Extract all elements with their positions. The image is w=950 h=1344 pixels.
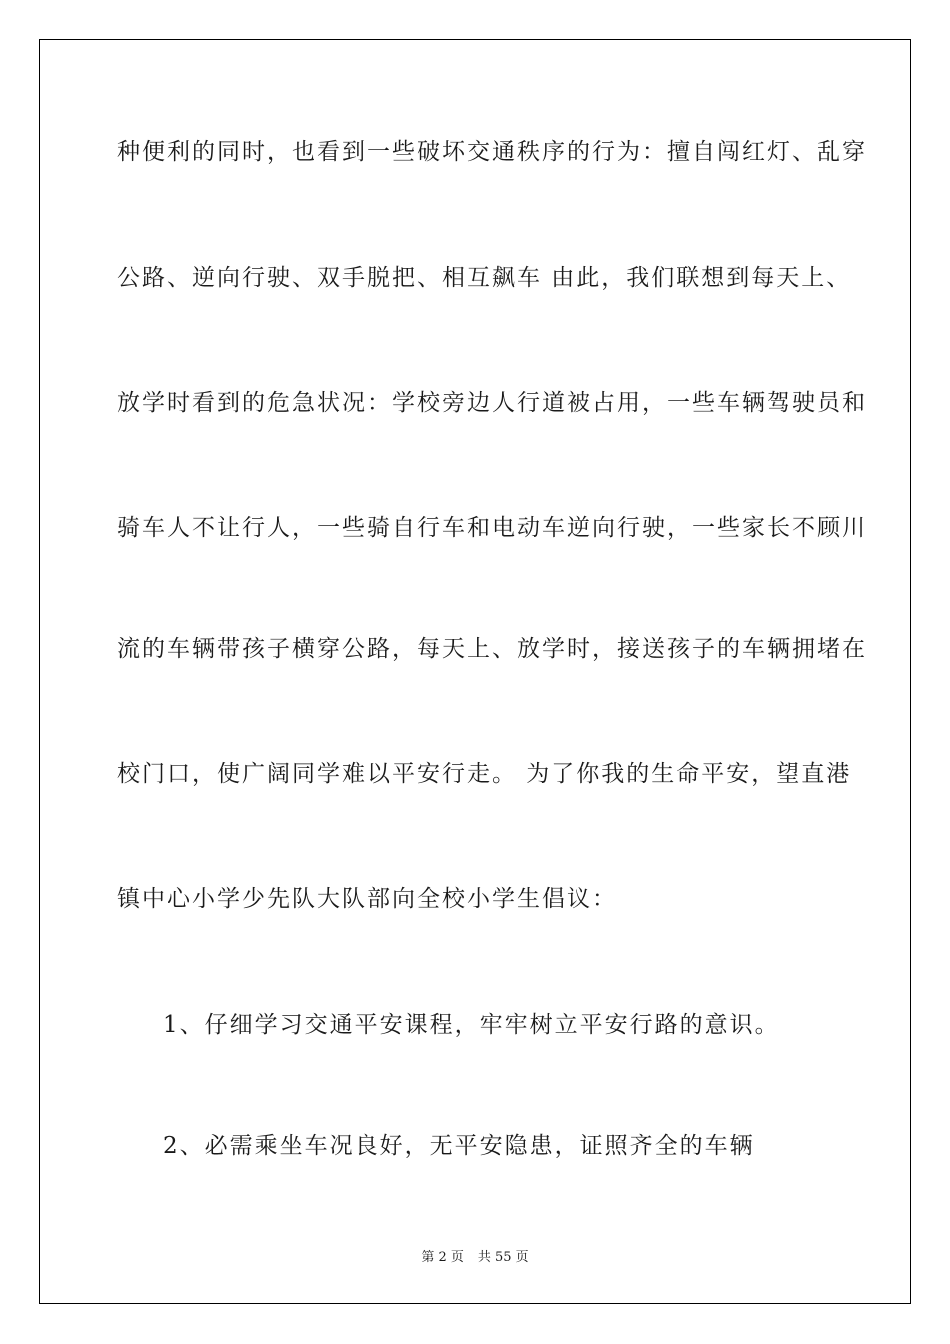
total-pages: 共 55 页 — [477, 1250, 529, 1265]
list-item-2: 2、必需乘坐车况良好，无平安隐患，证照齐全的车辆 — [163, 1133, 755, 1159]
body-line-2: 公路、逆向行驶、双手脱把、相互飙车 由此，我们联想到每天上、 — [117, 265, 852, 291]
body-line-7: 镇中心小学少先队大队部向全校小学生倡议： — [117, 886, 617, 912]
page-number: 第 2 页 — [421, 1250, 464, 1265]
body-line-6: 校门口，使广阔同学难以平安行走。 为了你我的生命平安，望直港 — [117, 761, 852, 787]
body-line-5: 流的车辆带孩子横穿公路，每天上、放学时，接送孩子的车辆拥堵在 — [117, 636, 867, 662]
body-line-4: 骑车人不让行人，一些骑自行车和电动车逆向行驶，一些家长不顾川 — [117, 515, 867, 541]
body-line-1: 种便利的同时，也看到一些破坏交通秩序的行为：擅自闯红灯、乱穿 — [117, 139, 867, 165]
body-line-3: 放学时看到的危急状况：学校旁边人行道被占用，一些车辆驾驶员和 — [117, 390, 867, 416]
page-footer — [0, 1246, 950, 1265]
list-item-1: 1、仔细学习交通平安课程，牢牢树立平安行路的意识。 — [163, 1012, 780, 1038]
page-frame — [39, 39, 911, 1304]
